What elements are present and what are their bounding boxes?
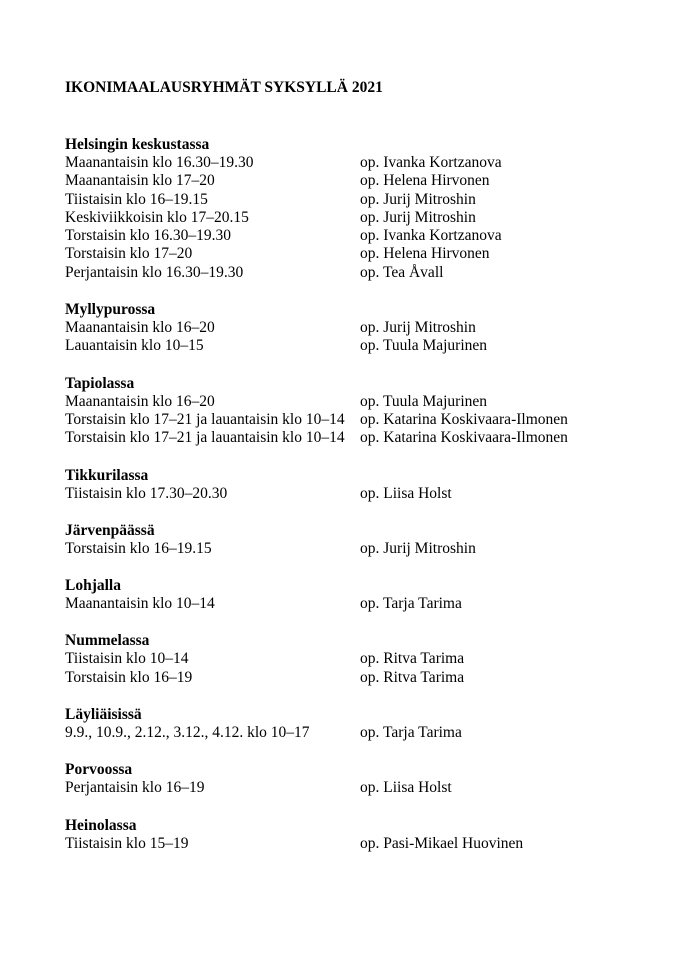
schedule-time: Maanantaisin klo 17–20 <box>65 172 215 190</box>
section-helsinki <box>65 136 655 282</box>
section-heinola <box>65 817 655 853</box>
section-jarvenpaa <box>65 522 655 558</box>
schedule-row <box>65 393 655 411</box>
schedule-row <box>65 669 655 687</box>
schedule-list <box>65 136 655 872</box>
section-porvoo <box>65 761 655 797</box>
section-heading: Läyliäisissä <box>65 706 142 724</box>
schedule-row <box>65 172 655 190</box>
schedule-teacher: op. Jurij Mitroshin <box>360 539 476 557</box>
schedule-time: Maanantaisin klo 16–20 <box>65 392 215 410</box>
schedule-row <box>65 411 655 429</box>
section-tikkurila <box>65 467 655 503</box>
schedule-time: Tiistaisin klo 10–14 <box>65 650 189 668</box>
schedule-time: Torstaisin klo 16.30–19.30 <box>65 227 231 245</box>
schedule-row <box>65 191 655 209</box>
section-nummela <box>65 632 655 687</box>
section-tapiola <box>65 375 655 448</box>
schedule-time: Maanantaisin klo 16.30–19.30 <box>65 154 254 171</box>
schedule-time: Tiistaisin klo 16–19.15 <box>65 190 208 208</box>
schedule-row <box>65 154 655 172</box>
schedule-teacher: op. Tarja Tarima <box>360 724 462 742</box>
schedule-time: 9.9., 10.9., 2.12., 3.12., 4.12. klo 10–17 <box>65 724 310 742</box>
schedule-time: Maanantaisin klo 16–20 <box>65 319 215 337</box>
section-heading: Lohjalla <box>65 577 121 595</box>
section-heading: Heinolassa <box>65 816 137 834</box>
schedule-teacher: op. Jurij Mitroshin <box>360 190 476 208</box>
schedule-teacher: op. Katarina Koskivaara-Ilmonen <box>360 410 568 428</box>
schedule-teacher: op. Helena Hirvonen <box>360 245 490 263</box>
schedule-time: Maanantaisin klo 10–14 <box>65 595 215 613</box>
schedule-teacher: op. Ritva Tarima <box>360 668 465 686</box>
schedule-row <box>65 245 655 263</box>
schedule-teacher: op. Jurij Mitroshin <box>360 319 476 337</box>
section-heading: Helsingin keskustassa <box>65 136 210 153</box>
schedule-teacher: op. Tuula Majurinen <box>360 392 488 410</box>
schedule-row <box>65 337 655 355</box>
schedule-row <box>65 779 655 797</box>
schedule-row <box>65 209 655 227</box>
schedule-row <box>65 429 655 447</box>
schedule-time: Perjantaisin klo 16.30–19.30 <box>65 263 244 281</box>
section-myllypuro <box>65 301 655 356</box>
schedule-time: Perjantaisin klo 16–19 <box>65 779 205 797</box>
section-layliainen <box>65 706 655 742</box>
schedule-row <box>65 540 655 558</box>
schedule-time: Tiistaisin klo 15–19 <box>65 834 189 852</box>
schedule-row <box>65 319 655 337</box>
schedule-teacher: op. Ivanka Kortzanova <box>360 154 502 171</box>
section-heading: Porvoossa <box>65 761 133 779</box>
section-heading: Järvenpäässä <box>65 521 155 539</box>
section-heading: Myllypurossa <box>65 301 156 319</box>
schedule-teacher: op. Tea Åvall <box>360 263 444 281</box>
section-heading: Tikkurilassa <box>65 466 149 484</box>
schedule-row <box>65 595 655 613</box>
schedule-row <box>65 485 655 503</box>
schedule-time: Torstaisin klo 16–19 <box>65 668 193 686</box>
schedule-row <box>65 724 655 742</box>
schedule-time: Lauantaisin klo 10–15 <box>65 337 204 355</box>
document-title: IKONIMAALAUSRYHMÄT SYKSYLLÄ 2021 <box>65 79 383 96</box>
schedule-teacher: op. Tarja Tarima <box>360 595 462 613</box>
section-heading: Tapiolassa <box>65 374 135 392</box>
schedule-teacher: op. Jurij Mitroshin <box>360 208 476 226</box>
schedule-teacher: op. Liisa Holst <box>360 484 452 502</box>
section-lohja <box>65 577 655 613</box>
schedule-row <box>65 835 655 853</box>
schedule-teacher: op. Ritva Tarima <box>360 650 465 668</box>
schedule-time: Tiistaisin klo 17.30–20.30 <box>65 484 228 502</box>
schedule-row <box>65 227 655 245</box>
schedule-time: Torstaisin klo 17–21 ja lauantaisin klo 10–14 <box>65 410 345 428</box>
schedule-time: Keskiviikkoisin klo 17–20.15 <box>65 208 249 226</box>
schedule-row <box>65 264 655 282</box>
schedule-time: Torstaisin klo 17–20 <box>65 245 193 263</box>
schedule-teacher: op. Katarina Koskivaara-Ilmonen <box>360 429 568 447</box>
schedule-row <box>65 650 655 668</box>
schedule-time: Torstaisin klo 17–21 ja lauantaisin klo 10–14 <box>65 429 345 447</box>
schedule-teacher: op. Pasi-Mikael Huovinen <box>360 834 524 852</box>
schedule-teacher: op. Ivanka Kortzanova <box>360 227 502 245</box>
section-heading: Nummelassa <box>65 632 150 650</box>
schedule-teacher: op. Helena Hirvonen <box>360 172 490 190</box>
schedule-teacher: op. Tuula Majurinen <box>360 337 488 355</box>
schedule-teacher: op. Liisa Holst <box>360 779 452 797</box>
schedule-time: Torstaisin klo 16–19.15 <box>65 539 212 557</box>
